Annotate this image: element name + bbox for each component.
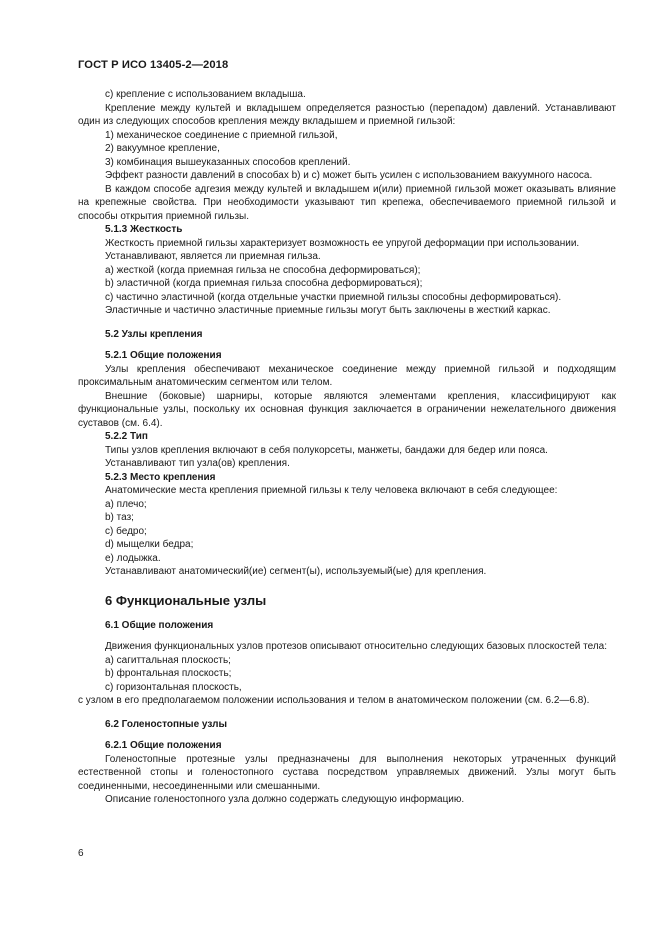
paragraph: Описание голеностопного узла должно содержать следующую информацию. [105,794,465,805]
section-heading: 6.1 Общие положения [105,619,214,631]
paragraph: Типы узлов крепления включают в себя полукорсеты, манжеты, бандажи для бедер или пояса. [105,444,548,456]
page-number: 6 [78,848,84,859]
section-heading: 5.2 Узлы крепления [105,328,203,340]
list-item: 1) механическое соединение с приемной гильзой, [105,129,338,141]
list-item: а) сагиттальная плоскость; [105,654,231,666]
section-heading: 6.2 Голеностопные узлы [105,718,228,730]
paragraph: Движения функциональных узлов протезов описывают относительно следующих базовых плоскостей тела: [105,641,608,652]
paragraph: Голеностопные протезные узлы предназначены для выполнения некоторых утраченных функций естественной стопы и голеностопного сустава посредством управляемых движений. Узлы могут быть соединенными, несоединенными или смешанными. [78,753,616,792]
list-item: е) лодыжка. [105,552,161,564]
section-heading: 5.2.1 Общие положения [105,350,222,361]
paragraph: Устанавливают тип узла(ов) крепления. [105,458,290,469]
paragraph: с узлом в его предполагаемом положении использования и телом в анатомическом положении (см. 6.2—6.8). [78,695,590,706]
section-heading: 5.2.2 Тип [105,431,148,442]
section-heading: 6.2.1 Общие положения [105,740,222,751]
list-item: с) бедро; [105,525,147,537]
page-header: ГОСТ Р ИСО 13405-2—2018 [78,59,229,71]
list-item: с) горизонтальная плоскость, [105,681,242,693]
paragraph: с) крепление с использованием вкладыша. [105,89,306,100]
paragraph: Устанавливают, является ли приемная гильза. [105,251,321,262]
paragraph: Внешние (боковые) шарниры, которые являются элементами крепления, классифицируют как функциональные узлы, поскольку их основная функция заключается в ограничении нежелательного движения суставов (см. 6.4). [78,390,616,429]
list-item: b) эластичной (когда приемная гильза способна деформироваться); [105,278,423,289]
paragraph: Эффект разности давлений в способах b) и c) может быть усилен с использованием вакуумного насоса. [105,170,593,181]
section-heading: 5.1.3 Жесткость [105,224,183,235]
document-body [78,88,616,807]
paragraph: Анатомические места крепления приемной гильзы к телу человека включают в себя следующее: [105,485,558,496]
list-item: b) фронтальная плоскость; [105,668,232,679]
section-heading: 5.2.3 Место крепления [105,471,216,483]
list-item: 2) вакуумное крепление, [105,143,220,154]
list-item: 3) комбинация вышеуказанных способов креплений. [105,156,351,168]
chapter-heading: 6 Функциональные узлы [105,592,267,608]
paragraph: В каждом способе адгезия между культей и вкладышем и(или) приемной гильзой может оказывать влияние на крепежные свойства. При необходимости указывают тип крепежа, обеспечиваемого приемной гильзой и способы открытия приемной гильзы. [78,183,616,222]
list-item: d) мыщелки бедра; [105,539,194,550]
list-item: b) таз; [105,512,134,523]
paragraph: Крепление между культей и вкладышем определяется разностью (перепадом) давлений. Устанавливают один из следующих способов крепления между вкладышем и приемной гильзой: [78,102,616,127]
list-item: с) частично эластичной (когда отдельные участки приемной гильзы способны деформироваться). [105,291,562,303]
paragraph: Узлы крепления обеспечивают механическое соединение между приемной гильзой и подходящим проксимальным анатомическим сегментом или телом. [78,363,616,388]
paragraph: Эластичные и частично эластичные приемные гильзы могут быть заключены в жесткий каркас. [105,305,551,316]
paragraph: Устанавливают анатомический(ие) сегмент(ы), используемый(ые) для крепления. [105,566,487,577]
list-item: а) жесткой (когда приемная гильза не способна деформироваться); [105,264,421,276]
list-item: а) плечо; [105,498,147,510]
paragraph: Жесткость приемной гильзы характеризует возможность ее упругой деформации при использовании. [105,237,580,249]
